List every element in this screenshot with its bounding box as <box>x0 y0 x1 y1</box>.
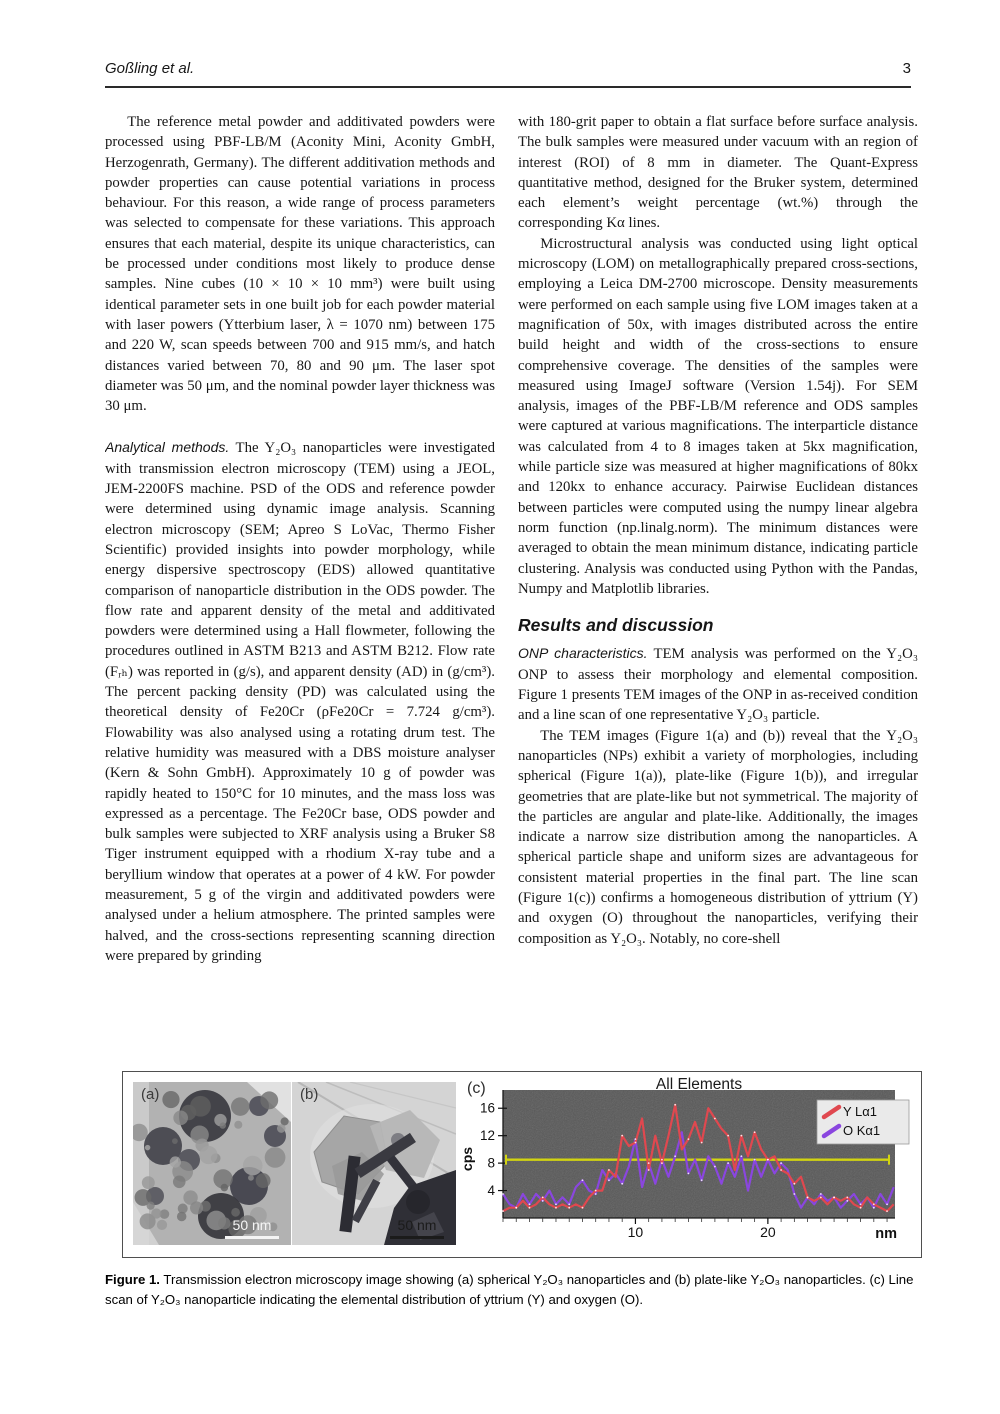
panel-b-label: (b) <box>300 1086 319 1103</box>
scalebar-a-bar <box>225 1236 279 1239</box>
panel-a-label: (a) <box>141 1086 160 1103</box>
scalebar-b-bar <box>390 1236 444 1239</box>
paragraph-tem-images: The TEM images (Figure 1(a) and (b)) reveal that the Y₂O₃ nanoparticles (NPs) exhibit a variety of morphologies, including spherical (Figure 1(a)), plate-like (Figure 1(b)), and irregular geometries that are plate-like but not symmetrical. The majority of the particles are angular and plate-like. Additionally, the images indicate a narrow size distribution among the nanoparticles. A spherical particle shape and uniform sizes are advantageous for consistent material properties in the final part. The line scan (Figure 1(c)) confirms a homogeneous distribution of yttrium (Y) and oxygen (O) throughout the nanoparticles, verifying their composition as Y₂O₃. Notably, no core-shell <box>518 727 918 947</box>
x-axis-label: nm <box>875 1226 897 1242</box>
header-rule <box>105 86 911 88</box>
tem-panel-b <box>292 1082 456 1245</box>
paragraph-analytical-methods <box>105 437 495 966</box>
y-tick-label: 12 <box>479 1128 495 1144</box>
run-in-heading-onp: ONP characteristics. <box>518 645 648 662</box>
y-tick-label: 16 <box>479 1100 495 1116</box>
legend-label: O Kα1 <box>843 1123 881 1138</box>
y-tick-label: 4 <box>487 1183 495 1199</box>
y-axis-label: cps <box>459 1146 475 1172</box>
x-tick-label: 20 <box>760 1224 776 1240</box>
figure-caption-text: Transmission electron microscopy image showing (a) spherical Y₂O₃ nanoparticles and (b) plate-like Y₂O₃ nanoparticles. (c) Line scan of Y₂O₃ nanoparticle indicating the elemental distribution of yttrium (Y) and oxygen (O). <box>105 1272 914 1307</box>
x-tick-label: 10 <box>627 1224 644 1240</box>
line-scan-svg <box>459 1074 917 1254</box>
legend-label: Y Lα1 <box>843 1104 878 1119</box>
figure-caption-number: Figure 1. <box>105 1272 160 1287</box>
figure-1 <box>122 1071 922 1258</box>
paragraph-onp-characteristics <box>518 643 918 725</box>
body-columns <box>105 112 918 1062</box>
column-right <box>518 112 918 1062</box>
line-scan-chart <box>459 1074 917 1254</box>
paragraph-microstructural: Microstructural analysis was conducted using light optical microscopy (LOM) on metallographically prepared cross-sections, employing a Leica DM-2700 microscope. Density measurements were performed on each sample using five LOM images taken at a magnification of 50x, with images distributed across the entire build height and width of the cross-sections to ensure comprehensive coverage. The densities of the samples were measured using ImageJ software (Version 1.54j). For SEM analysis, images of the PBF-LB/M reference and ODS samples were captured at various magnifications. The interparticle distance was calculated from 4 to 8 images taken at 5kx magnification, while particle size was measured at higher magnifications of 80kx and 120kx to enhance accuracy. Pairwise Euclidean distances between particles were computed using the numpy linear algebra norm function (np.linalg.norm). The minimum distances were averaged to obtain the mean minimum distance, indicating particle clustering. Analysis was conducted using Python with the Pandas, Numpy and Matplotlib libraries. <box>518 235 918 597</box>
scalebar-a <box>225 1218 279 1239</box>
chart-legend <box>817 1100 909 1144</box>
running-head <box>105 60 911 77</box>
scalebar-b <box>390 1218 444 1239</box>
column-left <box>105 112 495 1062</box>
paragraph-text: TEM analysis was performed on the Y₂O₃ ONP to assess their morphology and elemental composition. Figure 1 presents TEM images of the ONP in as-received condition and a line scan of one representative Y₂O₃ particle. <box>518 646 918 724</box>
paragraph-text: The Y₂O₃ nanoparticles were investigated with transmission electron microscopy (TEM) using a JEOL, JEM-2200FS machine. PSD of the ODS and reference powder were determined using dynamic image analysis. Scanning electron microscopy (SEM; Apreo S LoVac, Thermo Fisher Scientific) provided insights into powder morphology, while energy dispersive spectroscopy (EDS) allowed quantitative comparison of nanoparticle distribution in the ODS powder. The flow rate and apparent density of the metal and additivated powders were determined using a Hall flowmeter, following the procedures outlined in ASTM B213 and ASTM B212. Flow rate (Fᵣₕ) was reported in (g/s), and apparent density (AD) in (g/cm³). The percent packing density (PD) was calculated using the theoretical density of Fe20Cr (ρFe20Cr = 7.724 g/cm³). Flowability was also analysed using a rotating drum test. The relative humidity was measured with a DBS moisture analyser (Kern & Sohn GmbH). Approximately 10 g of powder was rapidly heated to 150°C for 10 minutes, and the mass loss was expressed as a percentage. The Fe20Cr base, ODS powder and bulk samples were subjected to XRF analysis using a Bruker S8 Tiger instrument equipped with a rhodium X-ray tube and a beryllium window that operates at a power of 4 kW. For powder measurement, 5 g of the virgin and additivated powders were analysed under a helium atmosphere. The printed samples were halved, and the cross-sections representing scanning direction were prepared by grinding <box>105 440 495 964</box>
run-in-heading-analytical-methods: Analytical methods. <box>105 439 230 456</box>
paragraph-surface-analysis: with 180-grit paper to obtain a flat surface before surface analysis. The bulk samples were measured under vacuum with an region of interest (ROI) of 8 mm in diameter. The Quant-Express quantitative method, designed for the Bruker system, determined each element’s weight percentage (wt.%) through the corresponding Kα lines. <box>518 114 918 232</box>
running-head-authors: Goßling et al. <box>105 60 195 77</box>
scalebar-b-text: 50 nm <box>397 1217 437 1233</box>
y-tick-label: 8 <box>487 1155 495 1171</box>
chart-title: All Elements <box>655 1076 743 1093</box>
scalebar-a-text: 50 nm <box>232 1217 272 1233</box>
paragraph-processing: The reference metal powder and additivated powders were processed using PBF-LB/M (Aconity Mini, Aconity GmbH, Herzogenrath, Germany). The different additivation methods and powder properties can cause potential variations in process behaviour. For this reason, a wide range of process parameters was selected to compensate for these variations. This approach ensures that each material, despite its unique characteristics, can be processed under conditions most likely to produce dense samples. Nine cubes (10 × 10 × 10 mm³) were built using identical parameter sets in one built job for each powder material with laser powers (Ytterbium laser, λ = 1070 nm) between 175 and 220 W, scan speeds between 700 and 915 mm/s, and hatch distances varied between 70, 80 and 90 μm. The laser spot diameter was 50 μm, and the nominal powder layer thickness was 30 μm. <box>105 114 495 415</box>
panel-c-label: (c) <box>467 1080 486 1097</box>
tem-panel-a <box>133 1082 291 1245</box>
section-heading-results: Results and discussion <box>518 615 714 636</box>
figure-caption <box>105 1270 921 1309</box>
page-number: 3 <box>902 60 911 77</box>
